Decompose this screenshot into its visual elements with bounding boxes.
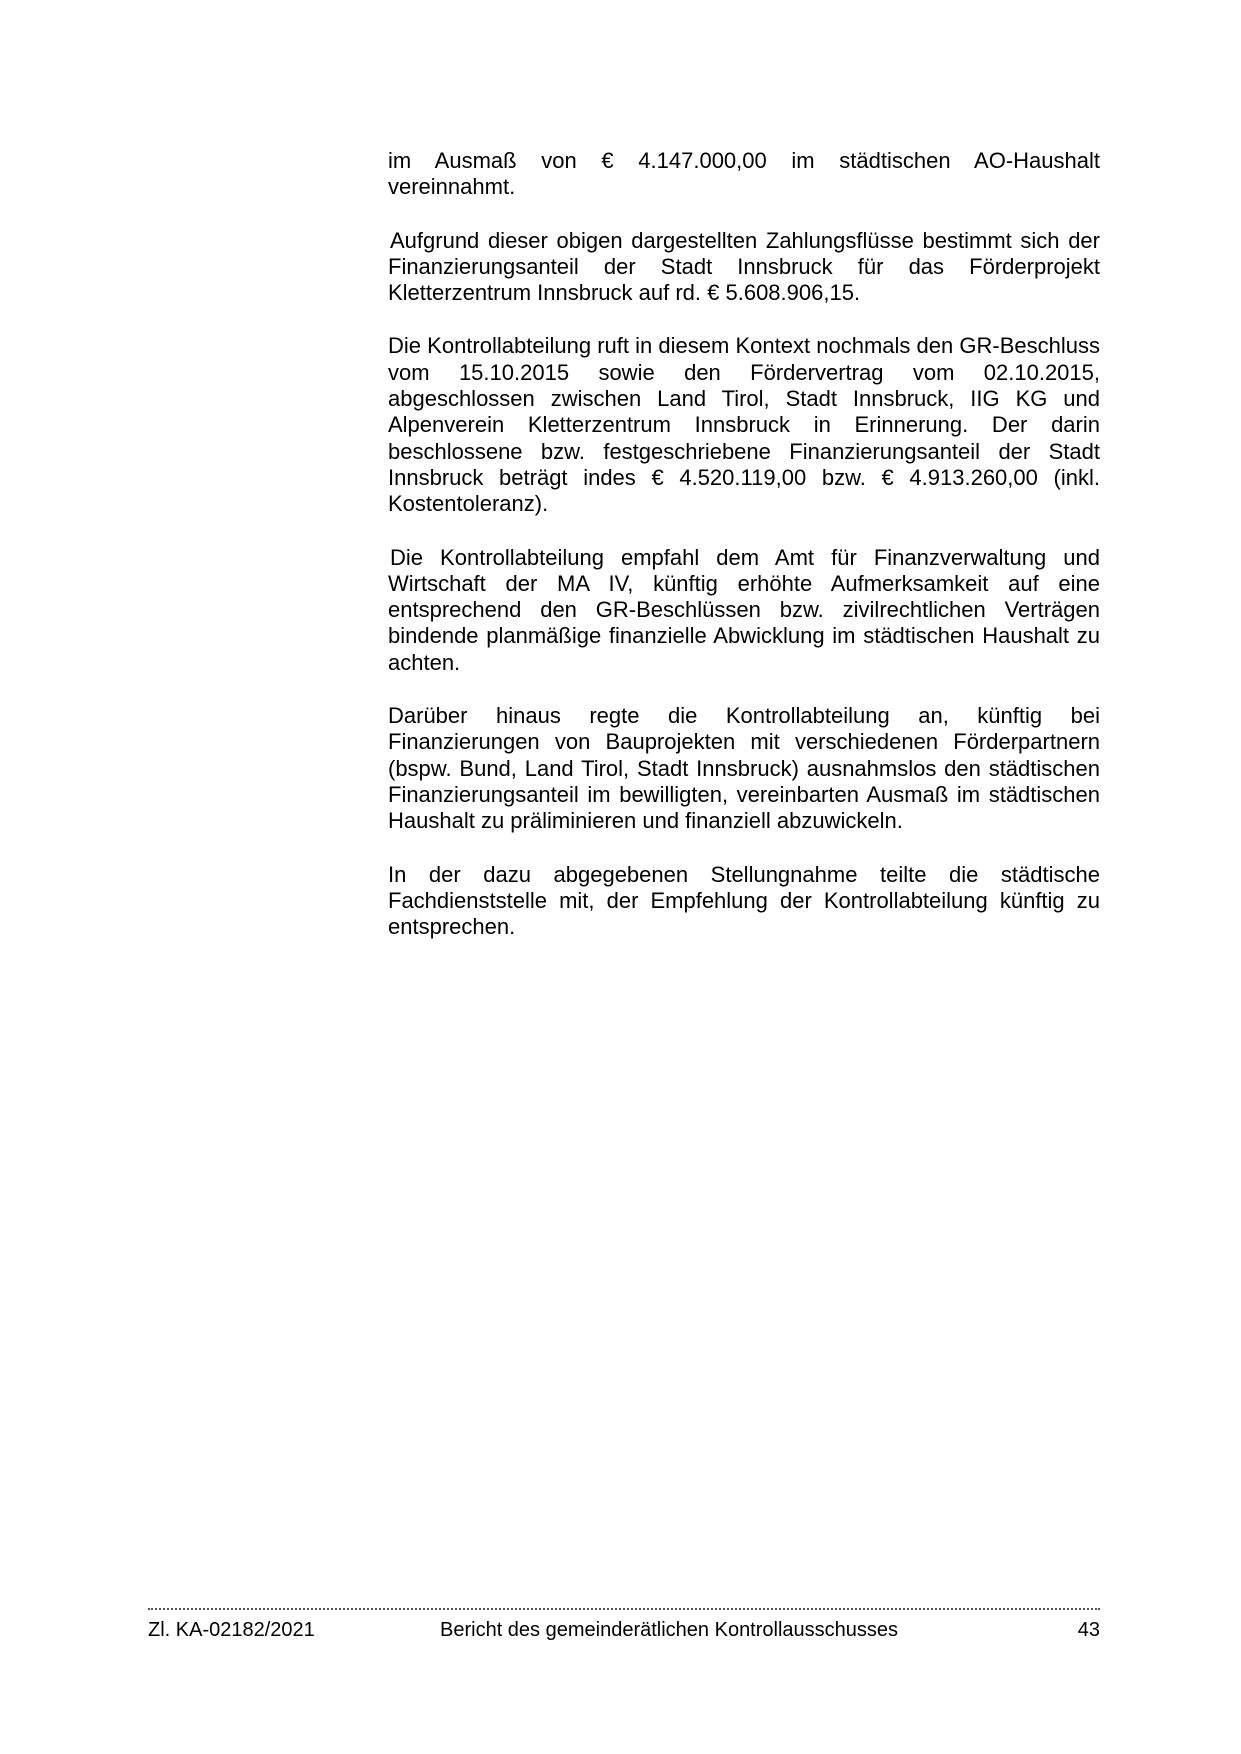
page-number: 43: [1077, 1619, 1100, 1641]
paragraph-ao-haushalt: im Ausmaß von € 4.147.000,00 im städtischen AO-Haushalt vereinnahmt.: [388, 148, 1100, 200]
report-title: Bericht des gemeinderätlichen Kontrollausschusses: [440, 1619, 899, 1641]
paragraph-finanzierungsanteil: Aufgrund dieser obigen dargestellten Zahlungsflüsse bestimmt sich der Finanzierungsanteil der Stadt Innsbruck für das Förderprojekt Kletterzentrum Innsbruck auf rd. € 5.608.906,15.: [388, 227, 1100, 306]
paragraph-gr-beschluss: Die Kontrollabteilung ruft in diesem Kontext nochmals den GR-Beschluss vom 15.10.2015 sowie den Fördervertrag vom 02.10.2015, abgeschlossen zwischen Land Tirol, Stadt Innsbruck, IIG KG und Alpenverein Kletterzentrum Innsbruck in Erinnerung. Der darin beschlossene bzw. festgeschriebene Finanzierungsanteil der Stadt Innsbruck beträgt indes € 4.520.119,00 bzw. € 4.913.260,00 (inkl. Kostentoleranz).: [388, 333, 1100, 517]
paragraph-empfehlung: Die Kontrollabteilung empfahl dem Amt für Finanzverwaltung und Wirtschaft der MA IV, künftig erhöhte Aufmerksamkeit auf eine entsprechend den GR-Beschlüssen bzw. zivilrechtlichen Verträgen bindende planmäßige finanzielle Abwicklung im städtischen Haushalt zu achten.: [388, 544, 1100, 675]
paragraph-stellungnahme: In der dazu abgegebenen Stellungnahme teilte die städtische Fachdienststelle mit, der Empfehlung der Kontrollabteilung künftig zu entsprechen.: [388, 861, 1100, 940]
document-reference: Zl. KA-02182/2021: [148, 1619, 315, 1641]
report-body: [388, 148, 1100, 967]
paragraph-anregung: Darüber hinaus regte die Kontrollabteilung an, künftig bei Finanzierungen von Bauprojekten mit verschiedenen Förderpartnern (bspw. Bund, Land Tirol, Stadt Innsbruck) ausnahmslos den städtischen Finanzierungsanteil im bewilligten, vereinbarten Ausmaß im städtischen Haushalt zu präliminieren und finanziell abzuwickeln.: [388, 703, 1100, 834]
footer-divider: [148, 1608, 1100, 1610]
